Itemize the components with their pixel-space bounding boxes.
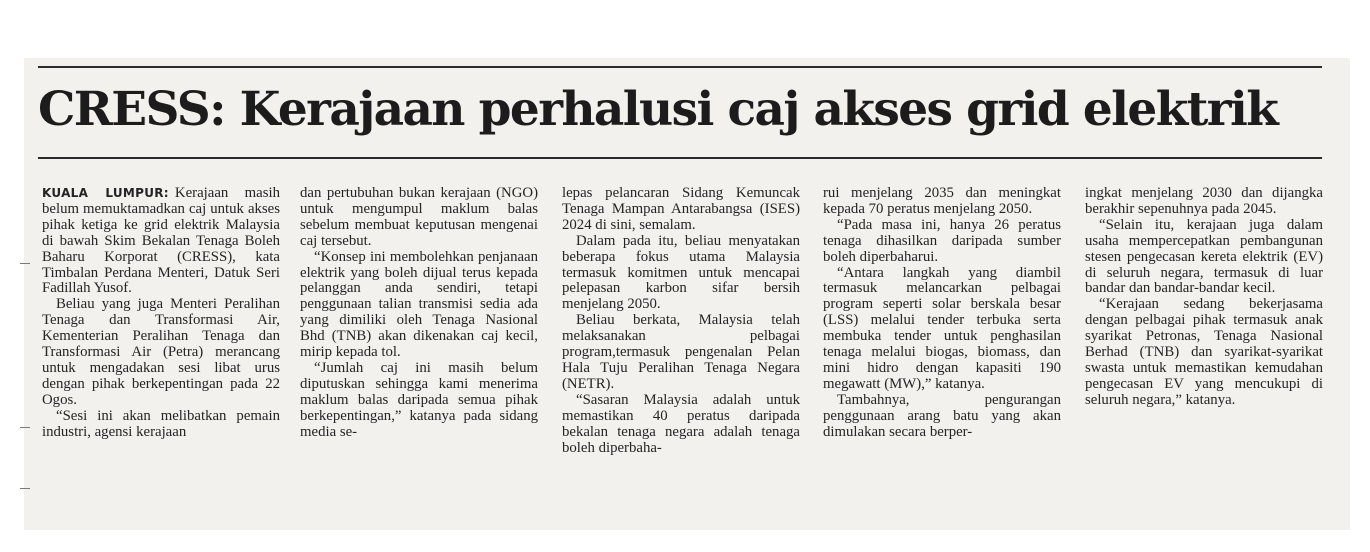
article-paragraph: Beliau yang juga Menteri Peralihan Tenaga dan Transformasi Air, Kementerian Peralihan Tenaga dan Transformasi Air (Petra) merancang untuk mengadakan sesi libat urus dengan pihak berkepentingan pada 22 Ogos.: [42, 296, 280, 408]
margin-mark: [20, 263, 30, 264]
article-paragraph: dan pertubuhan bukan kerajaan (NGO) untuk mengumpul maklum balas sebelum membuat keputusan mengenai caj tersebut.: [300, 185, 538, 249]
article-paragraph: “Sasaran Malaysia adalah untuk memastikan 40 peratus daripada bekalan tenaga negara adalah tenaga boleh diperbaha-: [562, 391, 800, 456]
article-column-3: [562, 186, 800, 456]
article-column-5: [1085, 186, 1323, 409]
headline-rule: [38, 157, 1322, 159]
top-rule: [38, 66, 1322, 68]
article-paragraph: “Jumlah caj ini masih belum diputuskan sehingga kami menerima maklum balas daripada semua pihak berkepentingan,” katanya pada sidang media se-: [300, 359, 538, 440]
article-paragraph: “Sesi ini akan melibatkan pemain industri, agensi kerajaan: [42, 407, 280, 440]
paragraph-text: Kerajaan masih belum memuktamadkan caj untuk akses pihak ketiga ke grid elektrik Malaysia di bawah Skim Bekalan Tenaga Boleh Baharu Korporat (CRESS), kata Timbalan Perdana Menteri, Datuk Seri Fadillah Yusof.: [42, 185, 280, 297]
article-paragraph: ingkat menjelang 2030 dan dijangka berakhir sepenuhnya pada 2045.: [1085, 185, 1323, 217]
article-paragraph: Beliau berkata, Malaysia telah melaksanakan pelbagai program,termasuk pengenalan Pelan Hala Tuju Peralihan Tenaga Negara (NETR).: [562, 312, 800, 392]
dateline: KUALA LUMPUR:: [42, 186, 169, 200]
article-paragraph: [42, 186, 280, 297]
article-paragraph: “Selain itu, kerajaan juga dalam usaha mempercepatkan pembangunan stesen pengecasan kereta elektrik (EV) di seluruh negara, termasuk di luar bandar dan bandar-bandar kecil.: [1085, 216, 1323, 297]
margin-mark: [20, 427, 30, 428]
article-paragraph: lepas pelancaran Sidang Kemuncak Tenaga Mampan Antarabangsa (ISES) 2024 di sini, semalam.: [562, 185, 800, 233]
article-column-1: [42, 186, 280, 441]
article-paragraph: “Pada masa ini, hanya 26 peratus tenaga dihasilkan daripada sumber boleh diperbaharui.: [823, 216, 1061, 265]
margin-mark: [20, 488, 30, 489]
article-paragraph: rui menjelang 2035 dan meningkat kepada 70 peratus menjelang 2050.: [823, 185, 1061, 217]
article-paragraph: “Antara langkah yang diambil termasuk melancarkan pelbagai program seperti solar berskala besar (LSS) melalui tender terbuka serta membuka tender untuk penghasilan tenaga melalui biogas, biomass, dan mini hidro dengan kapasiti 190 megawatt (MW),” katanya.: [823, 264, 1061, 392]
article-paragraph: “Konsep ini membolehkan penjanaan elektrik yang boleh dijual terus kepada pelanggan anda sendiri, tetapi penggunaan talian transmisi sedia ada yang dimiliki oleh Tenaga Nasional Bhd (TNB) akan dikenakan caj kecil, mirip kepada tol.: [300, 248, 538, 361]
headline: CRESS: Kerajaan perhalusi caj akses grid elektrik: [38, 82, 1278, 137]
article-paragraph: Tambahnya, pengurangan penggunaan arang batu yang akan dimulakan secara berper-: [823, 391, 1061, 440]
article-paragraph: Dalam pada itu, beliau menyatakan beberapa fokus utama Malaysia termasuk komitmen untuk mencapai pelepasan karbon sifar bersih menjelang 2050.: [562, 232, 800, 313]
article-paragraph: “Kerajaan sedang bekerjasama dengan pelbagai pihak termasuk anak syarikat Petronas, Tenaga Nasional Berhad (TNB) dan syarikat-syarikat swasta untuk memastikan kemudahan pengecasan EV yang mencukupi di seluruh negara,” katanya.: [1085, 296, 1323, 408]
article-column-2: [300, 186, 538, 441]
article-column-4: [823, 186, 1061, 441]
